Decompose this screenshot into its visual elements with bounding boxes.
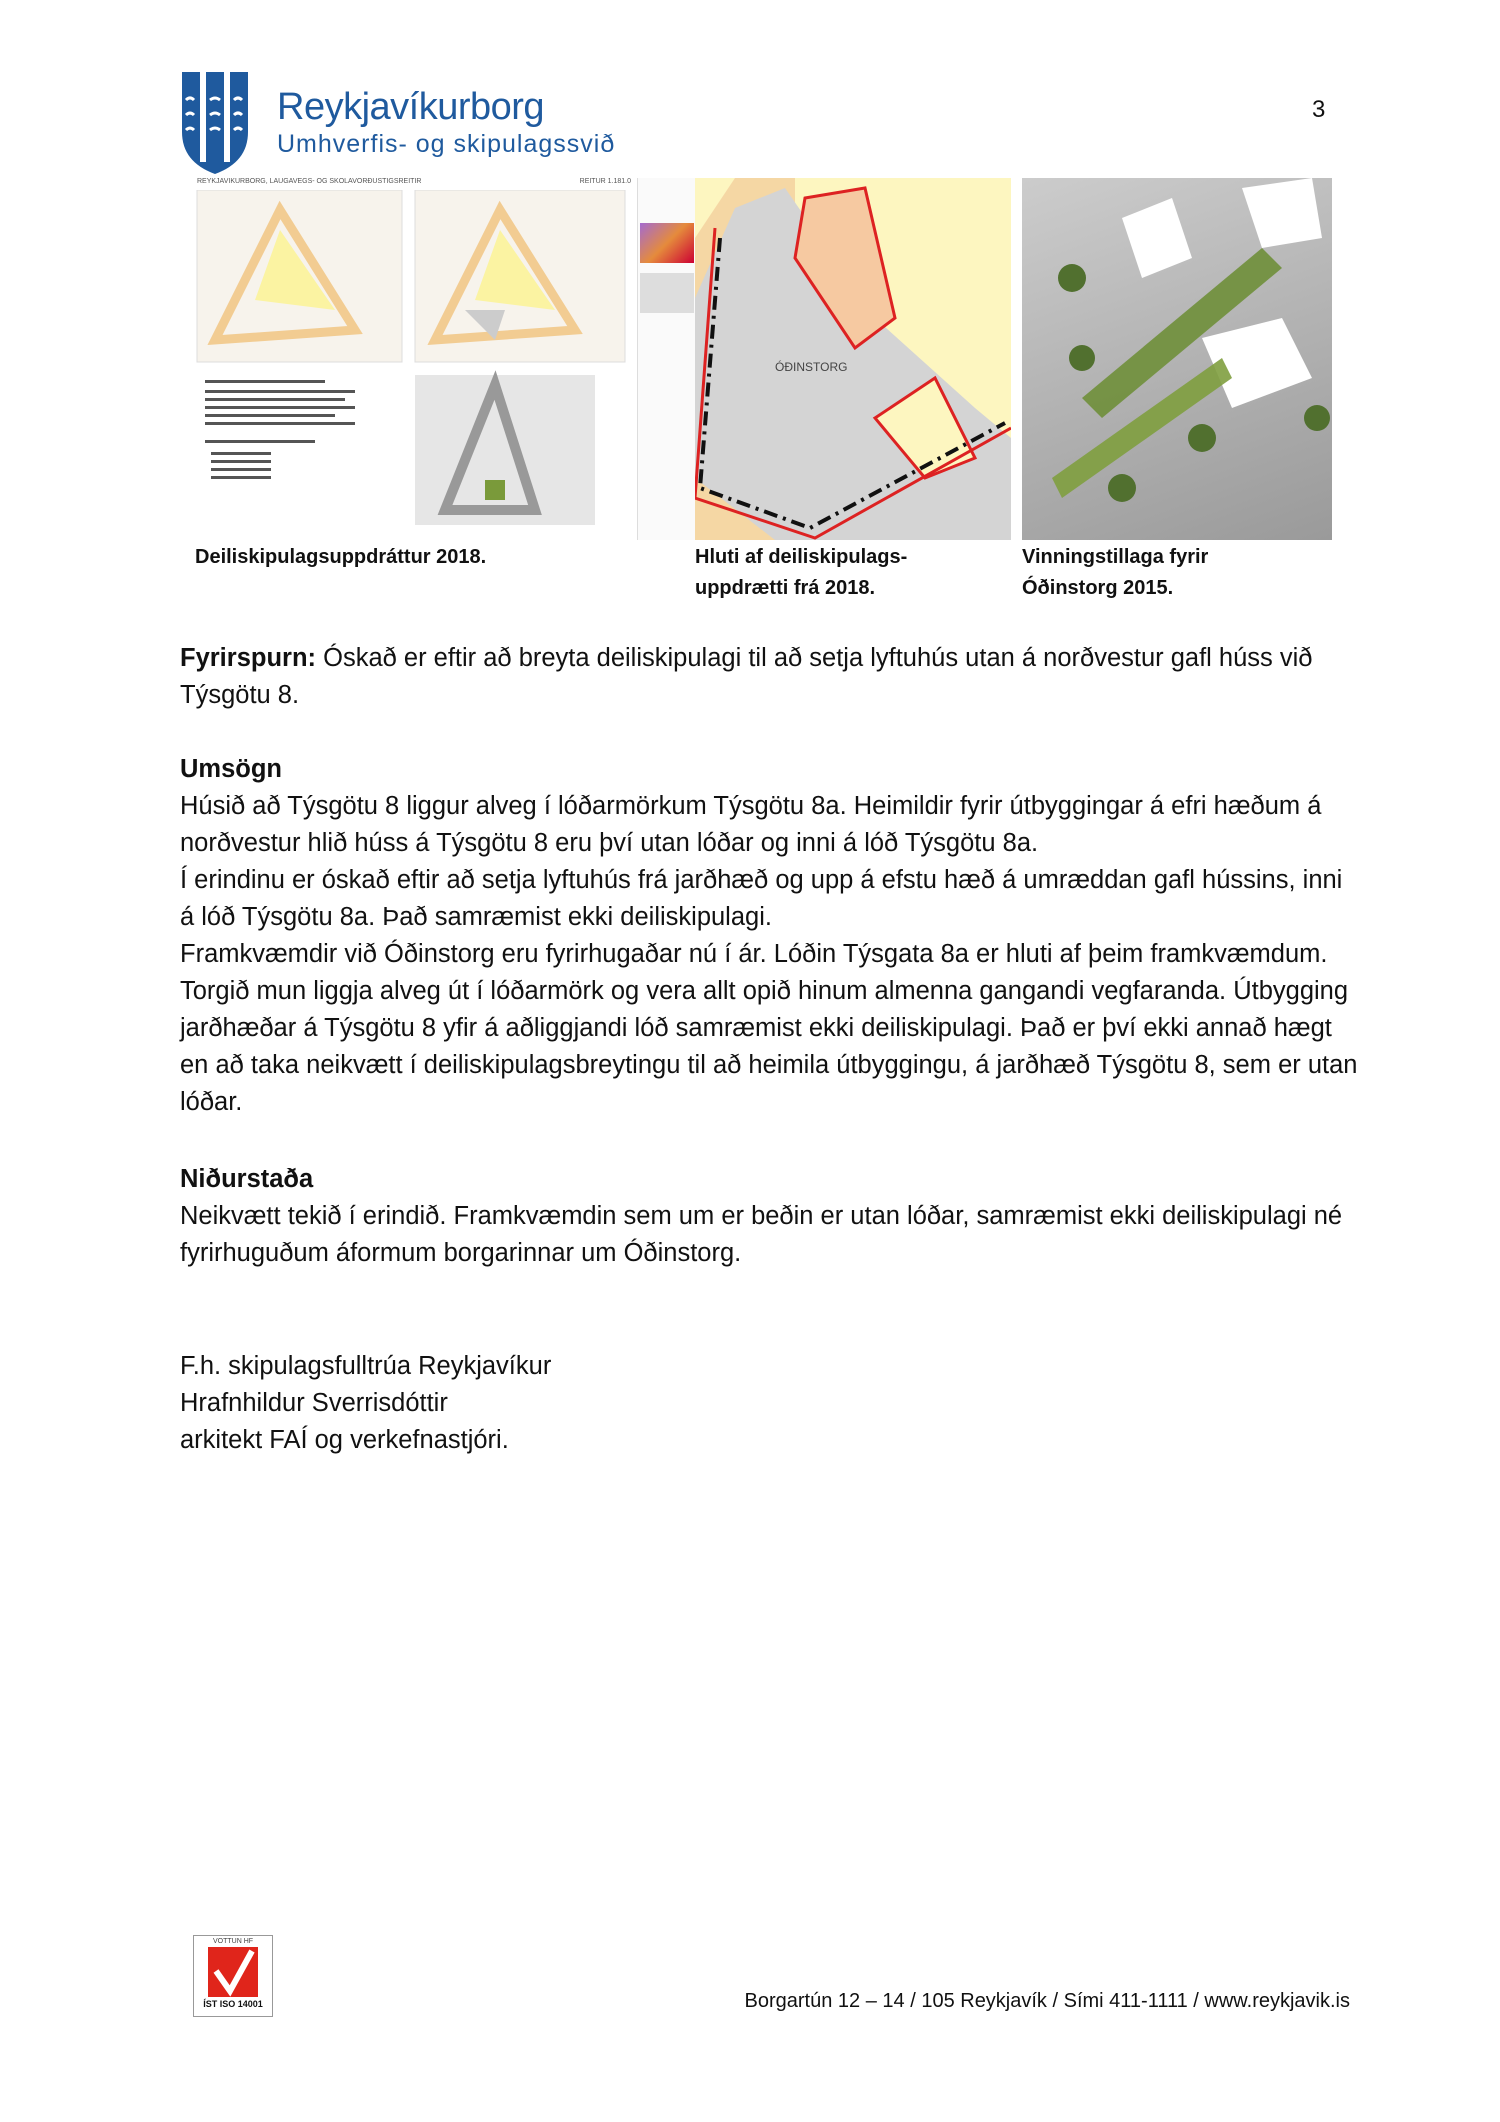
reykjavik-coat-of-arms-logo	[180, 70, 250, 176]
figure-winning-proposal	[1022, 178, 1332, 540]
figure-legend-strip	[637, 178, 696, 540]
review-paragraph: Í erindinu er óskað eftir að setja lyftuhús frá jarðhæð og upp á efstu hæð á umræddan gafl hússins, inni á lóð Týsgötu 8a. Það samræmist ekki deiliskipulagi.	[180, 866, 1343, 931]
signature-title: arkitekt FAÍ og verkefnastjóri.	[180, 1426, 509, 1454]
footer-address: Borgartún 12 – 14 / 105 Reykjavík / Sími 411-1111 / www.reykjavik.is	[744, 1990, 1350, 2012]
review-paragraph: Húsið að Týsgötu 8 liggur alveg í lóðarmörkum Týsgötu 8a. Heimildir fyrir útbyggingar á efri hæðum á norðvestur hlið húss á Týsgötu 8 eru því utan lóðar og inni á lóð Týsgötu 8a.	[180, 792, 1322, 857]
review-heading: Umsögn	[180, 755, 282, 783]
figure-caption-1: Deiliskipulagsuppdráttur 2018.	[195, 546, 487, 568]
plan-drawings-image	[195, 190, 635, 540]
figure-caption-2: Hluti af deiliskipulags- uppdrætti frá 2018.	[695, 546, 908, 599]
signature-block	[180, 1348, 1360, 1459]
iso-logo-top-text: VOTTUN HF	[212, 1938, 254, 1945]
signature-name: Hrafnhildur Sverrisdóttir	[180, 1389, 448, 1417]
figure-caption-3: Vinningstillaga fyrir Óðinstorg 2015.	[1022, 546, 1209, 599]
iso-certification-logo	[193, 1935, 273, 2017]
page-number: 3	[1312, 96, 1326, 123]
review-section	[180, 751, 1360, 1121]
plan-label-odinstorg: ÓÐINSTORG	[775, 360, 848, 374]
figure-inner-label-right: REITUR 1.181.0	[579, 178, 631, 185]
inquiry-text: Óskað er eftir að breyta deiliskipulagi til að setja lyftuhús utan á norðvestur gafl húss við Týsgötu 8.	[180, 644, 1313, 709]
checkmark-icon	[208, 1947, 258, 1997]
conclusion-section	[180, 1161, 1360, 1272]
figure-plan-detail	[695, 178, 1011, 540]
department-name: Umhverfis- og skipulagssvið	[277, 130, 616, 158]
signature-line: F.h. skipulagsfulltrúa Reykjavíkur	[180, 1352, 552, 1380]
conclusion-text: Neikvætt tekið í erindið. Framkvæmdin sem um er beðin er utan lóðar, samræmist ekki deiliskipulagi né fyrirhuguðum áformum borgarinnar um Óðinstorg.	[180, 1202, 1343, 1267]
plan-detail-image	[695, 178, 1011, 540]
conclusion-heading: Niðurstaða	[180, 1165, 314, 1193]
inquiry-label: Fyrirspurn:	[180, 644, 317, 672]
review-paragraph: Framkvæmdir við Óðinstorg eru fyrirhugaðar nú í ár. Lóðin Týsgata 8a er hluti af þeim framkvæmdum. Torgið mun liggja alveg út í lóðarmörk og vera allt opið hinum almenna gangandi vegfaranda. Útbygging jarðhæðar á Týsgötu 8 yfir á aðliggjandi lóð samræmist ekki deiliskipulagi. Það er því ekki annað hægt en að taka neikvætt í deiliskipulagsbreytingu til að heimila útbyggingu, á jarðhæð Týsgötu 8, sem er utan lóðar.	[180, 940, 1358, 1116]
org-name: Reykjavíkurborg	[277, 86, 545, 128]
winning-proposal-render-image	[1022, 178, 1332, 540]
iso-logo-bottom-text: ÍST ISO 14001	[203, 1999, 263, 2009]
figure-plan-2018	[195, 178, 635, 540]
figure-inner-label: REYKJAVÍKURBORG, LAUGAVEGS- OG SKÓLAVÖRÐUSTÍGSREITIR	[197, 178, 422, 185]
inquiry-section	[180, 640, 1360, 714]
